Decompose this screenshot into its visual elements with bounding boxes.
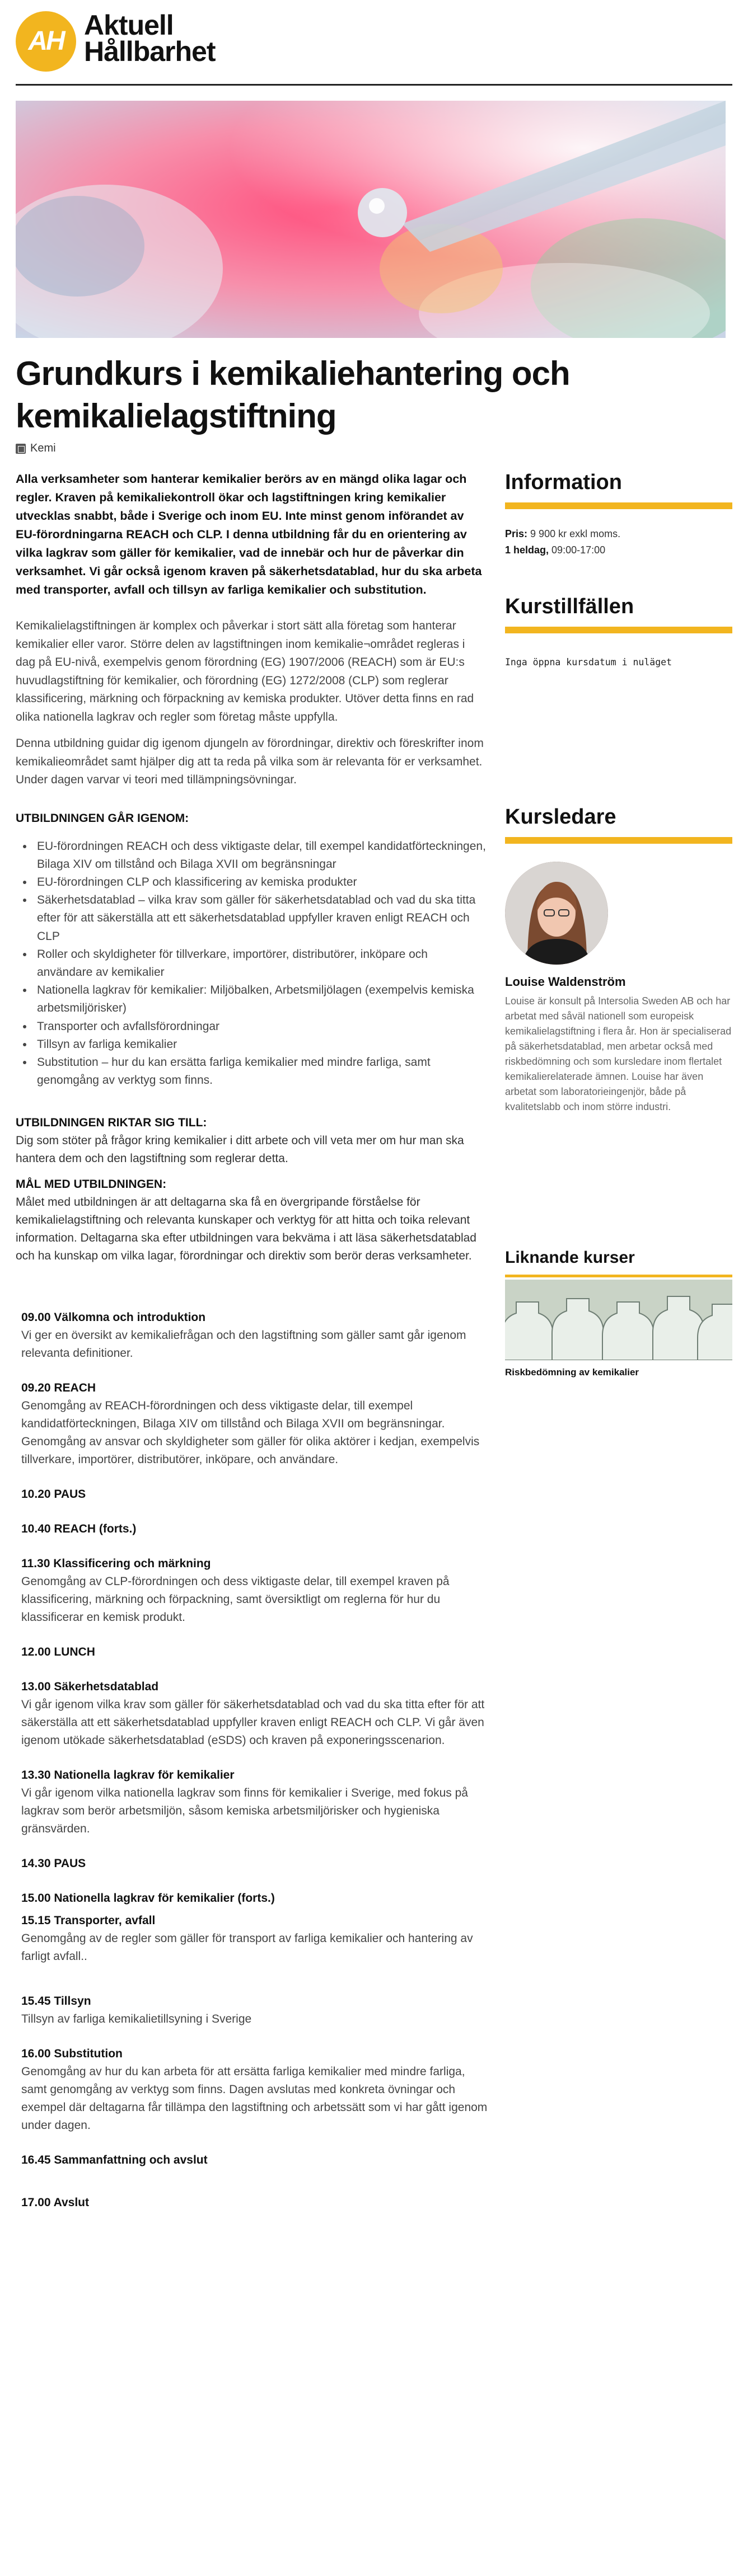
schedule-time-title: 13.30 Nationella lagkrav för kemikalier <box>21 1769 235 1782</box>
course-leader-box <box>505 803 732 1115</box>
schedule-item <box>21 2151 492 2169</box>
duration-value: 09:00-17:00 <box>551 544 606 556</box>
logo-line-1: Aktuell <box>84 10 174 41</box>
price-label: Pris: <box>505 528 528 539</box>
course-dates-title: Kurstillfällen <box>505 595 634 618</box>
schedule-time-title: 14.30 PAUS <box>21 1857 86 1870</box>
learn-item: • Nationella lagkrav för kemikalier: Miljöbalken, Arbetsmiljölagen (exempelvis kemiska arbetsmiljörisker) <box>34 981 486 1017</box>
price-value: 9 900 kr exkl moms. <box>530 528 621 539</box>
audience-text: Dig som stöter på frågor kring kemikalier i ditt arbete och vill veta mer om hur man ska hantera dem och den lagstiftning som reglerar detta. <box>16 1134 464 1165</box>
schedule-item <box>21 1678 492 1750</box>
logo-badge-text: AH <box>28 26 64 56</box>
schedule-item <box>21 1555 492 1627</box>
schedule-time-title: 15.45 Tillsyn <box>21 1995 91 2008</box>
schedule-time-title: 15.15 Transporter, avfall <box>21 1914 156 1928</box>
schedule-item <box>21 1520 492 1538</box>
learn-item: • Roller och skyldigheter för tillverkare, importörer, distributörer, inköpare och användare av kemikalier <box>34 946 486 981</box>
schedule-item <box>21 1855 492 1873</box>
schedule-description: Tillsyn av farliga kemikalietillsyning i Sverige <box>21 2013 252 2026</box>
schedule-item <box>21 1992 492 2028</box>
schedule-time-title: 15.00 Nationella lagkrav för kemikalier (forts.) <box>21 1892 275 1905</box>
schedule-time-title: 12.00 LUNCH <box>21 1646 95 1659</box>
logo-line-2: Hållbarhet <box>84 36 216 67</box>
schedule-time-title: 16.45 Sammanfattning och avslut <box>21 2154 208 2167</box>
price-line <box>505 526 732 542</box>
schedule-item <box>21 1889 492 1907</box>
lead-paragraph: Alla verksamheter som hanterar kemikalier berörs av en mängd olika lagar och regler. Kraven på kemikaliekontroll ökar och lagstiftningen kring kemikalier utvecklas snabbt, både i Sverige och inom EU. Inte minst genom införandet av EU-förordningarna REACH och CLP. I denna utbildning får du en orientering av vilka lagkrav som gäller för kemikalier, vad de innebär och hur de påverkar din verksamhet. Vi går också igenom kraven på säkerhetsdatablad, hur du ska arbeta med transporter, avfall och tillsyn av farliga kemikalier och substitution. <box>16 472 482 596</box>
main-content <box>16 470 486 2229</box>
similar-courses-title: Liknande kurser <box>505 1248 635 1267</box>
info-box <box>505 469 732 558</box>
no-course-dates: Inga öppna kursdatum i nuläget <box>505 657 672 667</box>
intro-paragraph-2: Denna utbildning guidar dig igenom djungeln av förordningar, direktiv och föreskrifter inom kemikalieområdet samt hjälper dig att ta reda på vilka som är relevanta för er verksamhet. Under dagen varvar vi teori med tillämpningsövningar. <box>16 737 484 786</box>
category-icon <box>16 444 26 454</box>
schedule-description: Vi går igenom vilka krav som gäller för säkerhetsdatablad och vad du ska titta efter för att säkerställa att ett säkerhetsdatablad uppfyller kraven enligt REACH och CLP. Vi går även igenom utökade säkerhetsdatablad (eSDS) och kraven på exponeringsscenarion. <box>21 1698 485 1747</box>
leader-accent-bar <box>505 837 732 844</box>
schedule-time-title: 09.00 Välkomna och introduktion <box>21 1311 206 1324</box>
schedule-description: Genomgång av de regler som gäller för transport av farliga kemikalier och hantering av farligt avfall.. <box>21 1932 473 1963</box>
learn-item: • Substitution – hur du kan ersätta farliga kemikalier med mindre farliga, samt genomgång av verktyg som finns. <box>34 1054 486 1089</box>
schedule-time-title: 13.00 Säkerhetsdatablad <box>21 1680 159 1694</box>
schedule-time-title: 09.20 REACH <box>21 1381 96 1395</box>
learn-item: • EU-förordningen CLP och klassificering av kemiska produkter <box>34 873 486 891</box>
similar-course-image[interactable] <box>505 1280 732 1360</box>
schedule-time-title: 10.20 PAUS <box>21 1488 86 1501</box>
audience-section-title: UTBILDNINGEN RIKTAR SIG TILL: <box>16 1116 207 1130</box>
learn-item: • EU-förordningen REACH och dess viktigaste delar, till exempel kandidatförteckningen, Bilaga XIV om tillstånd och Bilaga XVII om begränsningar <box>34 838 486 873</box>
avatar <box>505 862 608 965</box>
schedule <box>21 1309 492 2212</box>
schedule-item <box>21 2194 492 2212</box>
similar-accent-bar <box>505 1275 732 1277</box>
similar-course-link[interactable]: Riskbedömning av kemikalier <box>505 1367 639 1378</box>
schedule-description: Genomgång av CLP-förordningen och dess viktigaste delar, till exempel kraven på klassificering, märkning och förpackning, samt översiktligt om reglerna för hur du klassificerar en kemisk produkt. <box>21 1575 450 1624</box>
category-label: Kemi <box>30 442 56 454</box>
info-title: Information <box>505 471 622 494</box>
learn-section-title: UTBILDNINGEN GÅR IGENOM: <box>16 811 189 825</box>
schedule-time-title: 10.40 REACH (forts.) <box>21 1522 137 1536</box>
schedule-item <box>21 1912 492 1966</box>
leader-name: Louise Waldenström <box>505 975 626 989</box>
hero-image <box>16 101 726 338</box>
goal-section-title: MÅL MED UTBILDNINGEN: <box>16 1178 167 1191</box>
schedule-time-title: 17.00 Avslut <box>21 2196 90 2210</box>
course-dates-box <box>505 593 732 667</box>
page-title: Grundkurs i kemikaliehantering och kemikalielagstiftning <box>16 355 570 435</box>
learn-item: • Tillsyn av farliga kemikalier <box>34 1036 486 1054</box>
schedule-item <box>21 1766 492 1838</box>
site-header <box>16 11 732 84</box>
duration-label: 1 heldag, <box>505 544 549 556</box>
schedule-item <box>21 1309 492 1362</box>
category-tag[interactable] <box>16 442 56 455</box>
schedule-description: Genomgång av hur du kan arbeta för att ersätta farliga kemikalier med mindre farliga, samt genomgång av verktyg som finns. Dagen avslutas med konkreta övningar och exempel där deltagarna får tillämpa den lagstiftning och arbetssätt som vi har gått igenom under dagen. <box>21 2065 488 2132</box>
course-leader-title: Kursledare <box>505 805 616 829</box>
intro-paragraph-1: Kemikalielagstiftningen är komplex och påverkar i stort sätt alla företag som hanterar kemikalier eller varor. Större delen av lagstiftningen inom kemikalie¬området regleras i dag på EU-nivå, exempelvis genom förordning (EG) 1907/2006 (REACH) som är EU:s huvudlagstiftning för kemikalier, och förordning (EG) 1272/2008 (CLP) som reglerar klassificering, märkning och förpackning av kemiska produkter. Utöver detta finns en rad olika nationella lagkrav och regler som företag måste uppfylla. <box>16 619 474 723</box>
leader-bio: Louise är konsult på Intersolia Sweden AB och har arbetat med såväl nationell som europeisk kemikalielagstiftning i flera år. Hon är specialiserad på säkerhetsdatablad, men arbetar också med riskbedömning och som kursledare inom flertalet kemikalierelaterade ämnen. Louise har även arbetat som laboratorieingenjör, både på kvalitetslabb och inom större industri. <box>505 995 732 1112</box>
learn-list <box>34 838 486 1090</box>
schedule-time-title: 16.00 Substitution <box>21 2047 123 2061</box>
info-accent-bar <box>505 502 732 509</box>
logo-wordmark[interactable] <box>84 12 216 65</box>
header-divider <box>16 84 732 86</box>
course-accent-bar <box>505 627 732 633</box>
logo-badge[interactable] <box>16 11 76 72</box>
schedule-description: Vi går igenom vilka nationella lagkrav som finns för kemikalier i Sverige, med fokus på lagkrav som berör arbetsmiljön, såsom kemiska arbetsmiljörisker och hygieniska gränsvärden. <box>21 1787 468 1836</box>
goal-text: Målet med utbildningen är att deltagarna ska få en övergripande förståelse för kemikalielagstiftning och relevanta kunskaper och verktyg för att hitta och toika relevant information. Deltagarna ska efter utbildningen vara bekväma i att läsa säkerhetsdatablad och ha kunskap om vilka lagar, förordningar och direktiv som berör deras verksamheter. <box>16 1196 476 1263</box>
learn-item: • Transporter och avfallsförordningar <box>34 1018 486 1036</box>
schedule-time-title: 11.30 Klassificering och märkning <box>21 1557 211 1571</box>
schedule-item <box>21 2045 492 2135</box>
learn-item: • Säkerhetsdatablad – vilka krav som gäller för säkerhetsdatablad och vad du ska titta efter för att säkerställa att ett säkerhetsdatablad uppfyller kraven enligt REACH och CLP <box>34 891 486 946</box>
schedule-description: Genomgång av REACH-förordningen och dess viktigaste delar, till exempel kandidatförteckningen, Bilaga XIV om tillstånd och Bilaga XVII om begränsningar. Genomgång av ansvar och skyldigheter som gäller för olika aktörer i kedjan, exempelvis tillverkare, importörer, distributörer, inköpare, och användare. <box>21 1399 480 1466</box>
schedule-item <box>21 1486 492 1503</box>
schedule-item <box>21 1379 492 1469</box>
similar-courses-box <box>505 1247 732 1378</box>
schedule-description: Vi ger en översikt av kemikaliefrågan och den lagstiftning som gäller samt går igenom relevanta definitioner. <box>21 1329 466 1360</box>
duration-line <box>505 542 732 558</box>
schedule-item <box>21 1643 492 1661</box>
